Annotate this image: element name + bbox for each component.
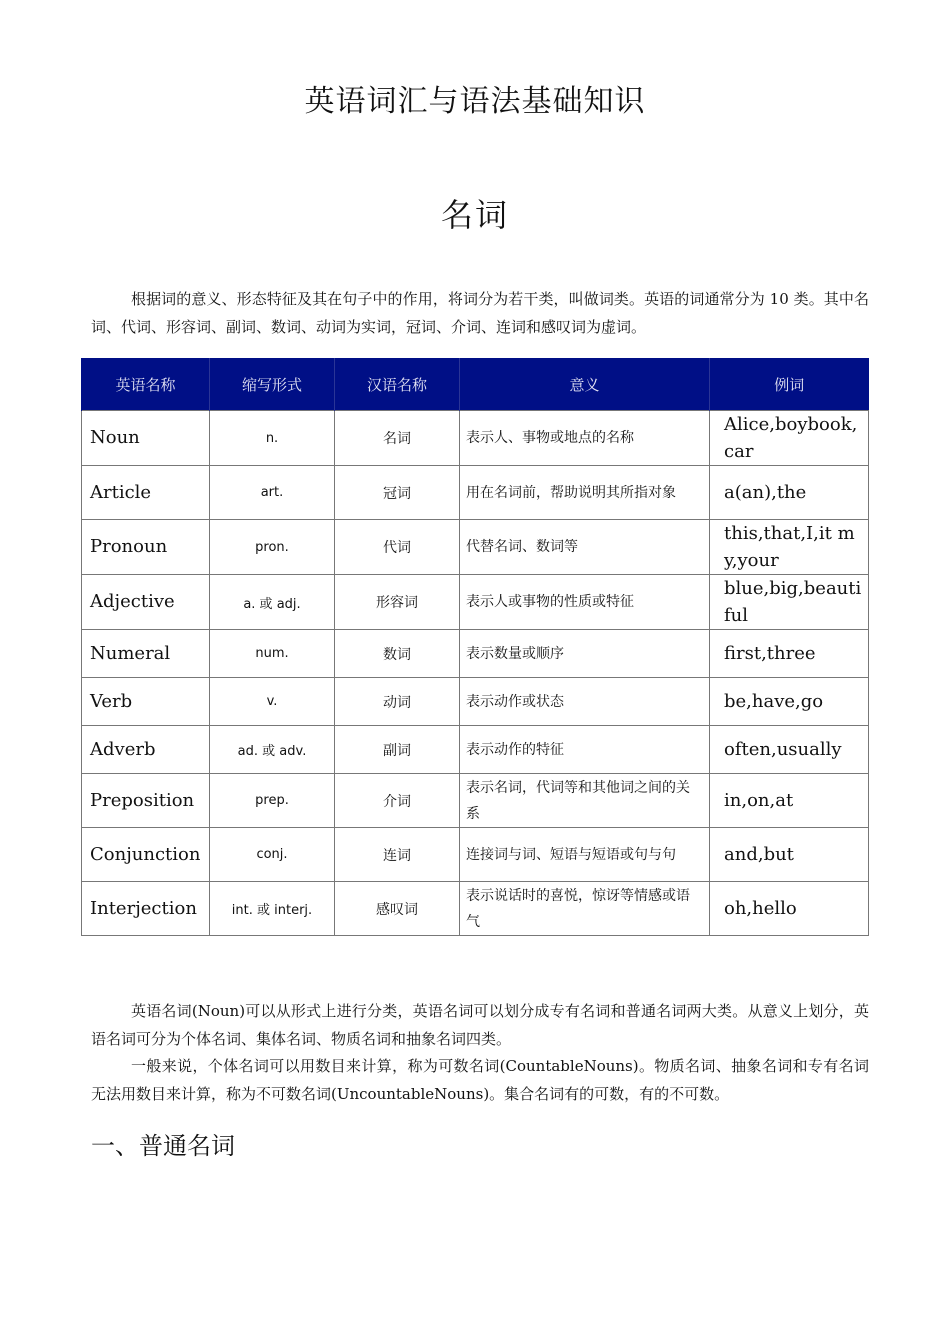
header-examples: 例词 [710, 358, 869, 411]
table-row [82, 575, 869, 630]
common-nouns-heading: 一、普通名词 [91, 1132, 235, 1160]
meaning-cell: 表示动作或状态 [460, 678, 710, 726]
meaning-cell: 表示名词，代词等和其他词之间的关系 [460, 774, 710, 828]
chinese-name-cell: 感叹词 [335, 882, 460, 936]
meaning-cell: 表示动作的特征 [460, 726, 710, 774]
table-row [82, 726, 869, 774]
header-meaning: 意义 [460, 358, 710, 411]
abbreviation-cell: int. 或 interj. [210, 882, 335, 936]
table-row [82, 466, 869, 520]
english-name-cell: Conjunction [82, 828, 210, 882]
english-name-cell: Adverb [82, 726, 210, 774]
example-cell: be,have,go [710, 678, 869, 726]
english-name-cell: Verb [82, 678, 210, 726]
countable-nouns-paragraph: 一般来说，个体名词可以用数目来计算，称为可数名词(CountableNouns)。物质名词、抽象名词和专有名词无法用数目来计算，称为不可数名词(UncountableNouns)。集合名词有的可数，有的不可数。 [91, 1057, 869, 1103]
parts-of-speech-table [81, 358, 869, 936]
english-name-cell: Article [82, 466, 210, 520]
example-cell: a(an),the [710, 466, 869, 520]
table-row [82, 828, 869, 882]
intro-paragraph: 根据词的意义、形态特征及其在句子中的作用，将词分为若干类，叫做词类。英语的词通常分为 10 类。其中名词、代词、形容词、副词、数词、动词为实词，冠词、介词、连词和感叹词为虚词。 [91, 290, 869, 336]
example-cell: Alice,boybook,car [710, 411, 869, 466]
table-row [82, 520, 869, 575]
abbreviation-cell: v. [210, 678, 335, 726]
example-cell: and,but [710, 828, 869, 882]
example-cell: first,three [710, 630, 869, 678]
table-row [82, 882, 869, 936]
header-chinese-name: 汉语名称 [335, 358, 460, 411]
abbreviation-cell: prep. [210, 774, 335, 828]
table-row [82, 774, 869, 828]
table-row [82, 411, 869, 466]
table-header-row [82, 358, 869, 411]
meaning-cell: 表示说话时的喜悦，惊讶等情感或语气 [460, 882, 710, 936]
example-cell: this,that,I,it my,your [710, 520, 869, 575]
meaning-cell: 连接词与词、短语与短语或句与句 [460, 828, 710, 882]
meaning-cell: 代替名词、数词等 [460, 520, 710, 575]
document-title: 英语词汇与语法基础知识 [304, 84, 646, 119]
chinese-name-cell: 数词 [335, 630, 460, 678]
chinese-name-cell: 副词 [335, 726, 460, 774]
table-row [82, 630, 869, 678]
noun-classification-paragraph: 英语名词(Noun)可以从形式上进行分类，英语名词可以划分成专有名词和普通名词两大类。从意义上划分，英语名词可分为个体名词、集体名词、物质名词和抽象名词四类。 [91, 1002, 869, 1048]
chinese-name-cell: 动词 [335, 678, 460, 726]
chinese-name-cell: 冠词 [335, 466, 460, 520]
english-name-cell: Preposition [82, 774, 210, 828]
chinese-name-cell: 形容词 [335, 575, 460, 630]
chinese-name-cell: 连词 [335, 828, 460, 882]
english-name-cell: Interjection [82, 882, 210, 936]
english-name-cell: Adjective [82, 575, 210, 630]
abbreviation-cell: n. [210, 411, 335, 466]
abbreviation-cell: ad. 或 adv. [210, 726, 335, 774]
example-cell: oh,hello [710, 882, 869, 936]
english-name-cell: Noun [82, 411, 210, 466]
header-english-name: 英语名称 [82, 358, 210, 411]
meaning-cell: 表示数量或顺序 [460, 630, 710, 678]
abbreviation-cell: num. [210, 630, 335, 678]
abbreviation-cell: a. 或 adj. [210, 575, 335, 630]
abbreviation-cell: conj. [210, 828, 335, 882]
abbreviation-cell: art. [210, 466, 335, 520]
chinese-name-cell: 代词 [335, 520, 460, 575]
abbreviation-cell: pron. [210, 520, 335, 575]
meaning-cell: 表示人、事物或地点的名称 [460, 411, 710, 466]
example-cell: blue,big,beautiful [710, 575, 869, 630]
meaning-cell: 表示人或事物的性质或特征 [460, 575, 710, 630]
section-title: 名词 [440, 196, 509, 234]
header-abbreviation: 缩写形式 [210, 358, 335, 411]
chinese-name-cell: 介词 [335, 774, 460, 828]
english-name-cell: Pronoun [82, 520, 210, 575]
chinese-name-cell: 名词 [335, 411, 460, 466]
english-name-cell: Numeral [82, 630, 210, 678]
meaning-cell: 用在名词前，帮助说明其所指对象 [460, 466, 710, 520]
table-row [82, 678, 869, 726]
example-cell: often,usually [710, 726, 869, 774]
example-cell: in,on,at [710, 774, 869, 828]
